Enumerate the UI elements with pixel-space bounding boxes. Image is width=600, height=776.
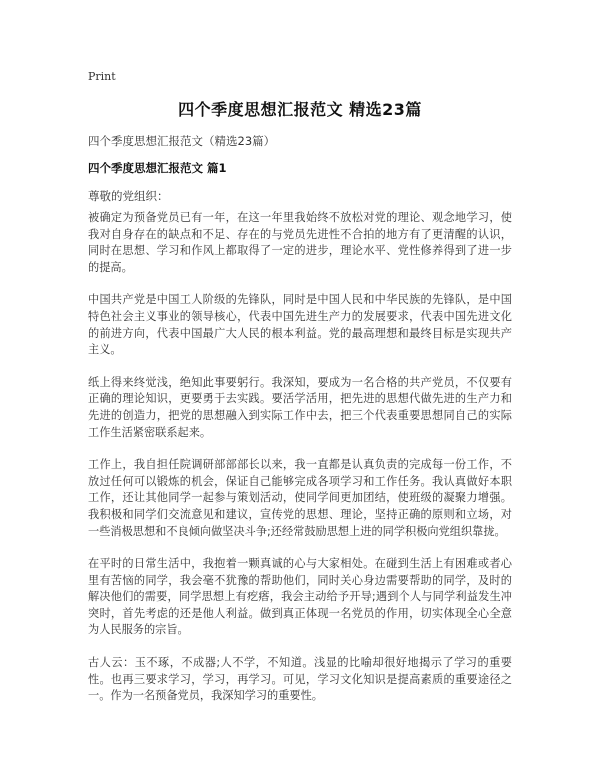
print-link[interactable]: Print — [88, 70, 116, 83]
document-subtitle: 四个季度思想汇报范文（精选23篇） — [88, 134, 276, 148]
paragraph-6: 古人云：玉不琢，不成器;人不学，不知道。浅显的比喻却很好地揭示了学习的重要性。也再三要求学习，学习，再学习。可见，学习文化知识是提高素质的重要途径之一。作为一名预备党员，我深知学习的重要性。 — [88, 656, 512, 703]
section-heading: 四个季度思想汇报范文 篇1 — [88, 161, 227, 175]
paragraph-4: 工作上，我自担任院调研部部部长以来，我一直都是认真负责的完成每一份工作，不放过任何可以锻炼的机会，保证自己能够完成各项学习和工作任务。我认真做好本职工作，还让其他同学一起参与策划活动，使同学间更加团结，使班级的凝聚力增强。我积极和同学们交流意见和建议，宣传党的思想、理论，坚持正确的原则和立场，对一些消极思想和不良倾向做坚决斗争;还经常鼓励思想上进的同学积极向党组织靠拢。 — [88, 458, 512, 538]
paragraph-2: 中国共产党是中国工人阶级的先锋队，同时是中国人民和中华民族的先锋队，是中国特色社会主义事业的领导核心，代表中国先进生产力的发展要求，代表中国先进文化的前进方向，代表中国最广大人民的根本利益。党的最高理想和最终目标是实现共产主义。 — [88, 293, 512, 357]
paragraph-1: 被确定为预备党员已有一年，在这一年里我始终不放松对党的理论、观念地学习，使我对自身存在的缺点和不足、存在的与党员先进性不合拍的地方有了更清醒的认识，同时在思想、学习和作风上都取得了一定的进步，理论水平、党性修养得到了进一步的提高。 — [88, 211, 512, 274]
paragraph-3: 纸上得来终觉浅，绝知此事要躬行。我深知，要成为一名合格的共产党员，不仅要有正确的理论知识，更要勇于去实践。要活学活用，把先进的思想代做先进的生产力和先进的创造力，把党的思想融入到实际工作中去，把三个代表重要思想同自己的实际工作生活紧密联系起来。 — [88, 375, 512, 439]
greeting-line: 尊敬的党组织： — [88, 189, 169, 203]
paragraph-5: 在平时的日常生活中，我抱着一颗真诚的心与大家相处。在碰到生活上有困难或者心里有苦恼的同学，我会毫不犹豫的帮助他们，同时关心身边需要帮助的同学，及时的解决他们的需要，同学思想上有疙瘩，我会主动给予开导;遇到个人与同学利益发生冲突时，首先考虑的还是他人利益。做到真正体现一名党员的作用，切实体现全心全意为人民服务的宗旨。 — [88, 557, 512, 637]
page-title: 四个季度思想汇报范文 精选23篇 — [178, 100, 422, 119]
body-paragraphs — [88, 210, 512, 721]
